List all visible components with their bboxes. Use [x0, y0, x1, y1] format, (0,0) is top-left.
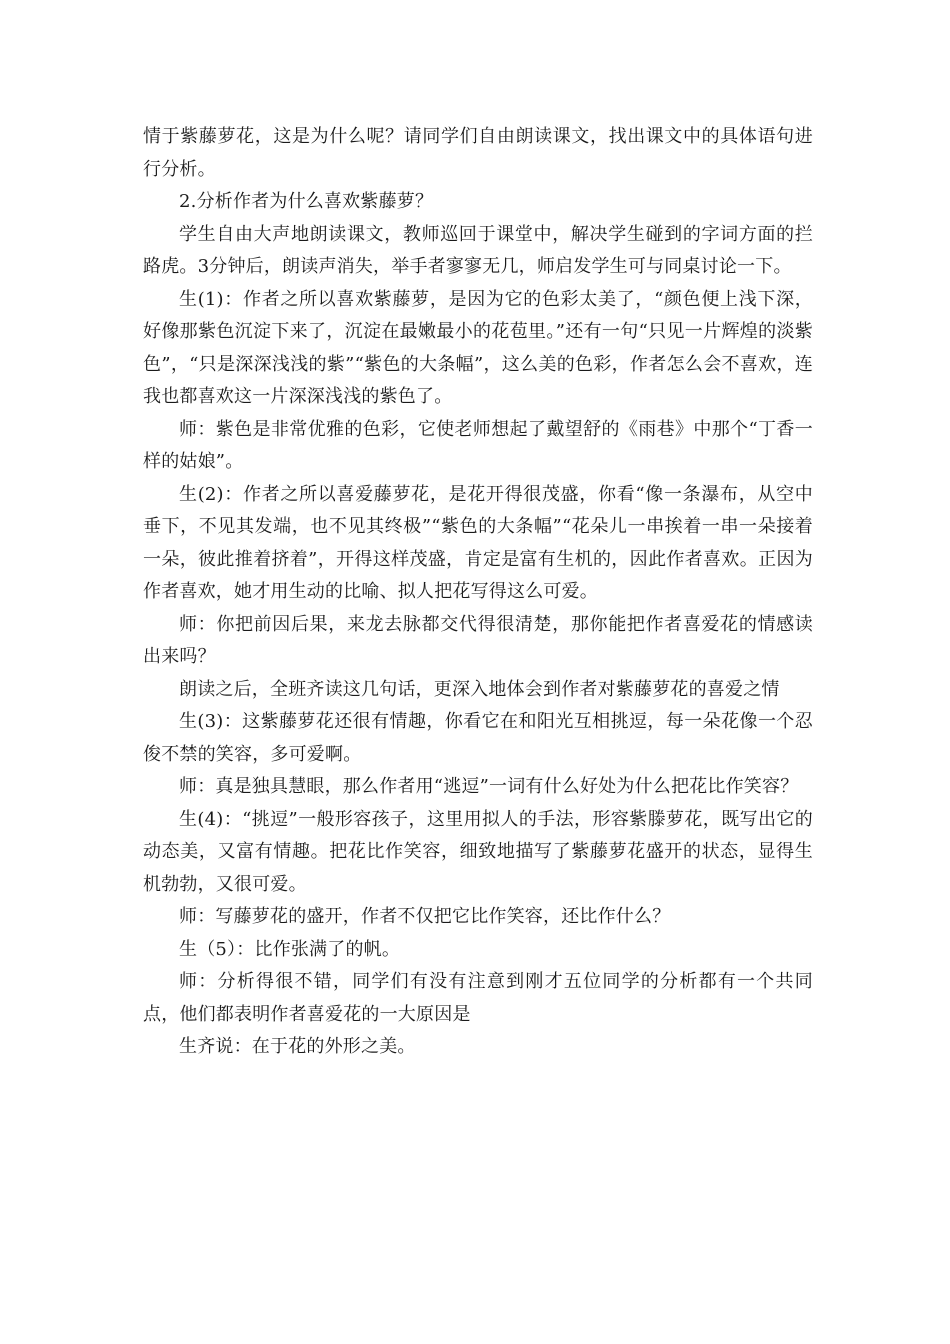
paragraph-student-3: 生(3)：这紫藤萝花还很有情趣，你看它在和阳光互相挑逗，每一朵花像一个忍俊不禁的笑容，多可爱啊。	[143, 711, 813, 765]
paragraph-classroom-activity: 学生自由大声地朗读课文，教师巡回于课堂中，解决学生碰到的字词方面的拦路虎。3分钟后，朗读声消失，举手者寥寥无几，师启发学生可与同桌讨论一下。	[143, 223, 813, 277]
paragraph-student-5: 生（5）：比作张满了的帆。	[179, 938, 401, 960]
paragraph-continued: 情于紫藤萝花，这是为什么呢？请同学们自由朗读课文，找出课文中的具体语句进行分析。	[143, 126, 813, 180]
paragraph-student-4: 生(4)：“挑逗”一般形容孩子，这里用拟人的手法，形容紫滕萝花，既写出它的动态美，又富有情趣。把花比作笑容，细致地描写了紫藤萝花盛开的状态，显得生机勃勃，又很可爱。	[143, 808, 813, 895]
paragraph-teacher-3: 师：真是独具慧眼，那么作者用“逃逗”一词有什么好处为什么把花比作笑容？	[179, 776, 799, 797]
document-body	[143, 121, 813, 1064]
paragraph-section-heading: 2.分析作者为什么喜欢紫藤萝？	[179, 191, 434, 212]
paragraph-teacher-5: 师：分析得很不错，同学们有没有注意到刚才五位同学的分析都有一个共同点，他们都表明作者喜爱花的一大原因是	[143, 971, 813, 1025]
paragraph-class-reading: 朗读之后，全班齐读这几句话，更深入地体会到作者对紫藤萝花的喜爱之情	[179, 678, 780, 700]
paragraph-student-1: 生(1)：作者之所以喜欢紫藤萝，是因为它的色彩太美了，“颜色便上浅下深，好像那紫色沉淀下来了，沉淀在最嫩最小的花苞里。”还有一句“只见一片辉煌的淡紫色”，“只是深深浅浅的紫”“紫色的大条幅”，这么美的色彩，作者怎么会不喜欢，连我也都喜欢这一片深深浅浅的紫色了。	[143, 288, 813, 407]
paragraph-teacher-1: 师：紫色是非常优雅的色彩，它使老师想起了戴望舒的《雨巷》中那个“丁香一样的姑娘”。	[143, 418, 813, 472]
paragraph-teacher-2: 师：你把前因后果，来龙去脉都交代得很清楚，那你能把作者喜爱花的情感读出来吗？	[143, 613, 813, 667]
paragraph-students-together: 生齐说：在于花的外形之美。	[179, 1036, 416, 1057]
paragraph-teacher-4: 师：写藤萝花的盛开，作者不仅把它比作笑容，还比作什么？	[179, 906, 671, 927]
paragraph-student-2: 生(2)：作者之所以喜爱藤萝花，是花开得很茂盛，你看“像一条瀑布，从空中垂下，不见其发端，也不见其终极”“紫色的大条幅”“花朵儿一串挨着一串一朵接着一朵，彼此推着挤着”，开得这样茂盛，肯定是富有生机的，因此作者喜欢。正因为作者喜欢，她才用生动的比喻、拟人把花写得这么可爱。	[143, 483, 813, 602]
